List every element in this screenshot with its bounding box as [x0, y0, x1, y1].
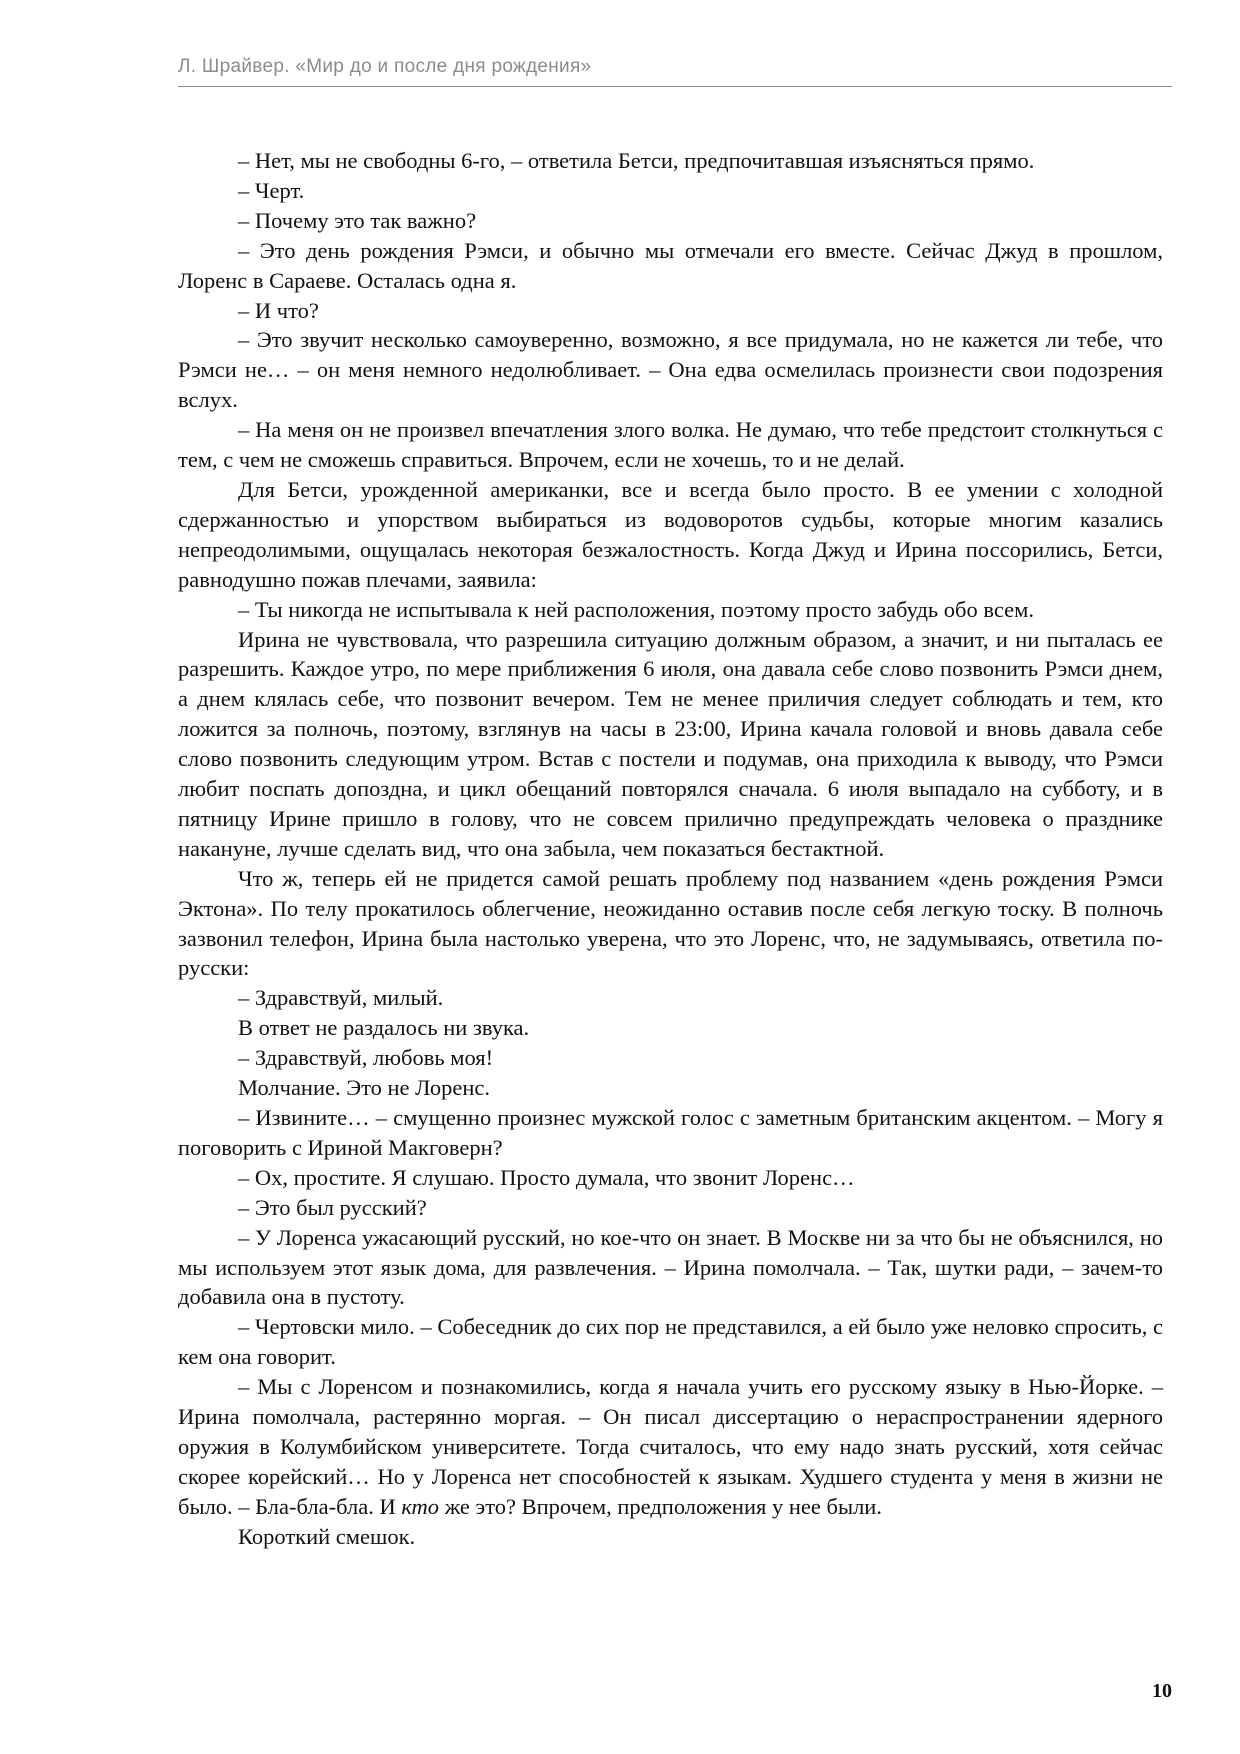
dialogue-paragraph: – Ты никогда не испытывала к ней расположения, поэтому просто забудь обо всем.	[238, 596, 1034, 622]
dialogue-paragraph: – Это был русский?	[238, 1194, 427, 1220]
narrative-paragraph: Короткий смешок.	[238, 1523, 416, 1549]
paragraph-text-after: же это? Впрочем, предположения у нее были.	[439, 1493, 882, 1519]
dialogue-paragraph: – На меня он не произвел впечатления злого волка. Не думаю, что тебе предстоит столкнуться с тем, с чем не сможешь справиться. Впрочем, если не хочешь, то и не делай.	[178, 417, 1163, 473]
dialogue-paragraph: – Это день рождения Рэмси, и обычно мы отмечали его вместе. Сейчас Джуд в прошлом, Лоренс в Сараеве. Осталась одна я.	[178, 237, 1163, 293]
dialogue-paragraph-with-emphasis	[178, 1372, 1163, 1522]
body-text	[178, 146, 1163, 1552]
dialogue-paragraph: – У Лоренса ужасающий русский, но кое-что он знает. В Москве ни за что бы не объяснился, но мы используем этот язык дома, для развлечения. – Ирина помолчала. – Так, шутки ради, – зачем-то добавила она в пустоту.	[178, 1224, 1163, 1310]
running-head: Л. Шрайвер. «Мир до и после дня рождения»	[178, 56, 592, 77]
narrative-paragraph: Ирина не чувствовала, что разрешила ситуацию должным образом, а значит, и ни пыталась ее разрешить. Каждое утро, по мере приближения 6 июля, она давала себе слово позвонить Рэмси днем, а днем клялась себе, что позвонит вечером. Тем не менее приличия следует соблюдать и тем, кто ложится за полночь, поэтому, взглянув на часы в 23:00, Ирина качала головой и вновь давала себе слово позвонить следующим утром. Встав с постели и подумав, она приходила к выводу, что Рэмси любит поспать допоздна, и цикл обещаний повторялся сначала. 6 июля выпадало на субботу, и в пятницу Ирине пришло в голову, что не совсем прилично предупреждать человека о празднике накануне, лучше сделать вид, что она забыла, чем показаться бестактной.	[178, 626, 1163, 861]
narrative-paragraph: Что ж, теперь ей не придется самой решать проблему под названием «день рождения Рэмси Эктона». По телу прокатилось облегчение, неожиданно оставив после себя легкую тоску. В полночь зазвонил телефон, Ирина была настолько уверена, что это Лоренс, что, не задумываясь, ответила по-русски:	[178, 865, 1163, 981]
dialogue-paragraph: – Здравствуй, любовь моя!	[238, 1045, 494, 1071]
dialogue-paragraph: – Извините… – смущенно произнес мужской голос с заметным британским акцентом. – Могу я поговорить с Ириной Макговерн?	[178, 1105, 1163, 1160]
paragraph-text-before: – Мы с Лоренсом и познакомились, когда я начала учить его русскому языку в Нью-Йорке. – Ирина помолчала, растерянно моргая. – Он писал диссертацию о нераспространении ядерного оружия в Колумбийском университете. Тогда считалось, что ему надо знать русский, хотя сейчас скорее корейский… Но у Лоренса нет способностей к языкам. Худшего студента у меня в жизни не было. – Бла-бла-бла. И	[178, 1374, 1163, 1519]
narrative-paragraph: Для Бетси, урожденной американки, все и всегда было просто. В ее умении с холодной сдержанностью и упорством выбираться из водоворотов судьбы, которые многим казались непреодолимыми, ощущалась некоторая безжалостность. Когда Джуд и Ирина поссорились, Бетси, равнодушно пожав плечами, заявила:	[178, 476, 1163, 592]
emphasized-word: кто	[401, 1493, 440, 1519]
dialogue-paragraph: – Здравствуй, милый.	[238, 985, 444, 1011]
narrative-paragraph: Молчание. Это не Лоренс.	[238, 1075, 491, 1101]
dialogue-paragraph: – Чертовски мило. – Собеседник до сих пор не представился, а ей было уже неловко спросить, с кем она говорит.	[178, 1314, 1163, 1370]
dialogue-paragraph: – Нет, мы не свободны 6-го, – ответила Бетси, предпочитавшая изъясняться прямо.	[238, 148, 1035, 173]
page-number: 10	[1152, 1680, 1172, 1702]
dialogue-paragraph: – И что?	[238, 297, 319, 323]
dialogue-paragraph: – Черт.	[238, 177, 305, 203]
narrative-paragraph: В ответ не раздалось ни звука.	[238, 1015, 530, 1041]
dialogue-paragraph: – Почему это так важно?	[238, 207, 477, 233]
dialogue-paragraph: – Ох, простите. Я слушаю. Просто думала, что звонит Лоренс…	[238, 1164, 855, 1190]
header-divider	[178, 86, 1172, 87]
dialogue-paragraph: – Это звучит несколько самоуверенно, возможно, я все придумала, но не кажется ли тебе, что Рэмси не… – он меня немного недолюбливает. – Она едва осмелилась произнести свои подозрения вслух.	[178, 327, 1163, 413]
